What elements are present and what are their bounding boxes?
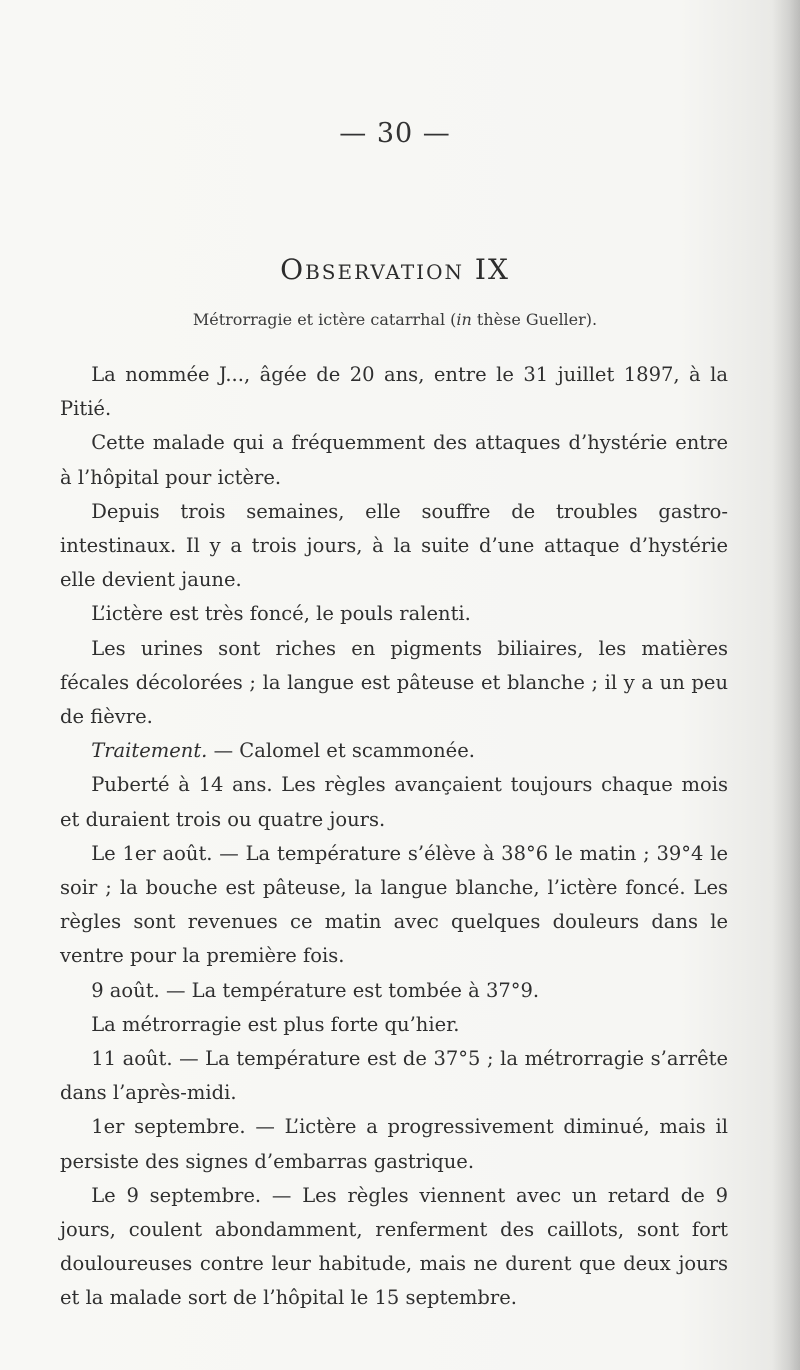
subtitle-text-before: Métrorragie et ictère catarrhal ( <box>192 310 457 329</box>
treatment-text: — Calomel et scammonée. <box>207 739 475 763</box>
paragraph: Cette malade qui a fréquemment des attaques d’hystérie entre à l’hôpital pour ictère. <box>60 431 728 489</box>
paragraph: 11 août. — La température est de 37°5 ; la métrorragie s’arrête dans l’après-midi. <box>60 1047 728 1105</box>
page-edge-shadow <box>772 0 800 1370</box>
observation-body <box>60 358 728 1316</box>
paragraph: Les urines sont riches en pigments biliaires, les matières fécales décolorées ; la langue est pâteuse et blanche ; il y a un peu de fièvre. <box>60 636 728 729</box>
paragraph: Puberté à 14 ans. Les règles avançaient toujours chaque mois et duraient trois ou quatre jours. <box>60 773 728 831</box>
subtitle-italic: in <box>456 310 472 329</box>
page-number: — 30 — <box>339 118 451 149</box>
paragraph: 9 août. — La température est tombée à 37°9. <box>91 978 540 1002</box>
subtitle-text-after: thèse Gueller). <box>471 310 598 329</box>
observation-subtitle <box>0 310 790 329</box>
paragraph: La métrorragie est plus forte qu’hier. <box>91 1012 460 1036</box>
paragraph: 1er septembre. — L’ictère a progressivement diminué, mais il persiste des signes d’embarras gastrique. <box>60 1115 728 1173</box>
paragraph: L’ictère est très foncé, le pouls ralenti. <box>91 602 471 626</box>
paragraph: Depuis trois semaines, elle souffre de troubles gastro-intestinaux. Il y a trois jours, à la suite d’une attaque d’hystérie elle devient jaune. <box>60 499 728 592</box>
observation-title: Observation IX <box>280 253 510 286</box>
paragraph: La nommée J..., âgée de 20 ans, entre le 31 juillet 1897, à la Pitié. <box>60 363 728 421</box>
paragraph: Le 1er août. — La température s’élève à 38°6 le matin ; 39°4 le soir ; la bouche est pâteuse, la langue blanche, l’ictère foncé. Les règles sont revenues ce matin avec quelques douleurs dans le ventre pour la première fois. <box>60 841 728 968</box>
paragraph: Le 9 septembre. — Les règles viennent avec un retard de 9 jours, coulent abondamment, renferment des caillots, sont fort douloureuses contre leur habitude, mais ne durent que deux jours et la malade sort de l’hôpital le 15 septembre. <box>60 1183 728 1310</box>
treatment-paragraph <box>60 734 728 768</box>
treatment-label: Traitement. <box>91 739 208 763</box>
